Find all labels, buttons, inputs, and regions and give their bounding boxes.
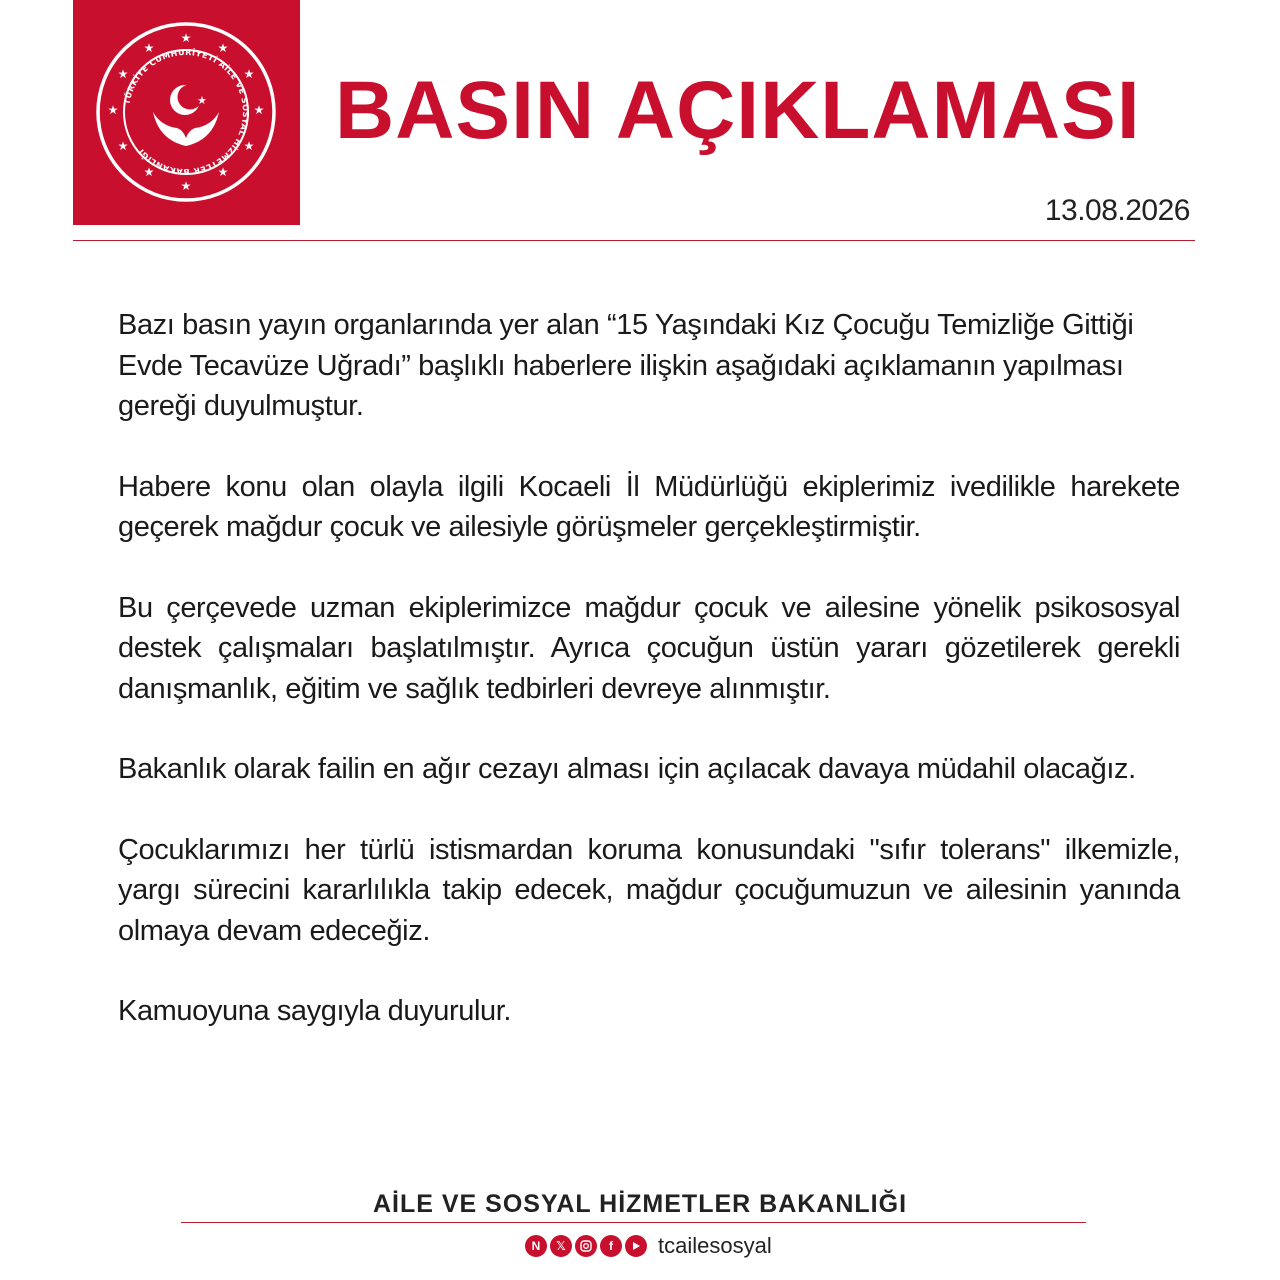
- svg-text:★: ★: [243, 139, 255, 153]
- svg-text:★: ★: [117, 67, 129, 81]
- svg-text:★: ★: [253, 103, 265, 117]
- paragraph-support: Bu çerçevede uzman ekiplerimizce mağdur çocuk ve ailesine yönelik psikososyal destek çalışmaları başlatılmıştır. Ayrıca çocuğun üstün yararı gözetilerek gerekli danışmanlık, eğitim ve sağlık tedbirleri devreye alınmıştır.: [118, 591, 1180, 705]
- svg-text:★: ★: [243, 67, 255, 81]
- paragraph-action: Habere konu olan olayla ilgili Kocaeli İl Müdürlüğü ekiplerimiz ivedilikle harekete geçerek mağdur çocuk ve ailesiyle görüşmeler gerçekleştirmiştir.: [118, 470, 1180, 543]
- paragraph-closing: Kamuoyuna saygıyla duyurulur.: [118, 995, 512, 1027]
- page-title: BASIN AÇIKLAMASI: [335, 65, 1141, 156]
- header-divider: [73, 240, 1195, 241]
- x-icon[interactable]: 𝕏: [550, 1235, 572, 1257]
- date-label: 13.08.2026: [1044, 194, 1190, 227]
- svg-text:★: ★: [143, 165, 155, 179]
- paragraph-intro: Bazı basın yayın organlarında yer alan “15 Yaşındaki Kız Çocuğu Temizliğe Gittiği Evde Tecavüze Uğradı” başlıklı haberlere ilişkin aşağıdaki açıklamanın yapılması gereği duyulmuştur.: [118, 309, 1134, 422]
- svg-text:★: ★: [197, 94, 207, 107]
- ministry-logo: [73, 0, 300, 225]
- svg-text:★: ★: [217, 41, 229, 55]
- svg-text:★: ★: [143, 41, 155, 55]
- svg-text:★: ★: [180, 31, 192, 45]
- svg-text:★: ★: [180, 179, 192, 193]
- nsosyal-icon[interactable]: N: [525, 1235, 547, 1257]
- paragraph-intervention: Bakanlık olarak failin en ağır cezayı alması için açılacak davaya müdahil olacağız.: [118, 753, 1136, 785]
- svg-text:★: ★: [217, 165, 229, 179]
- logo-ring-text: TÜRKİYE CUMHURİYETİ AİLE VE SOSYAL HİZMETLER BAKANLIĞI: [122, 47, 251, 177]
- social-links: [525, 1233, 772, 1259]
- statement-body: [118, 305, 1180, 1072]
- instagram-icon[interactable]: [575, 1235, 597, 1257]
- ministry-emblem-icon: [73, 0, 300, 225]
- svg-text:★: ★: [107, 103, 119, 117]
- youtube-icon[interactable]: [625, 1235, 647, 1257]
- footer-organization: AİLE VE SOSYAL HİZMETLER BAKANLIĞI: [372, 1190, 908, 1218]
- facebook-icon[interactable]: f: [600, 1235, 622, 1257]
- footer-divider: [181, 1222, 1086, 1223]
- svg-text:★: ★: [117, 139, 129, 153]
- paragraph-commitment: Çocuklarımızı her türlü istismardan koruma konusundaki "sıfır tolerans" ilkemizle, yargı sürecini kararlılıkla takip edecek, mağdur çocuğumuzun ve ailesinin yanında olmaya devam edeceğiz.: [118, 833, 1180, 947]
- social-handle[interactable]: tcailesosyal: [658, 1233, 772, 1258]
